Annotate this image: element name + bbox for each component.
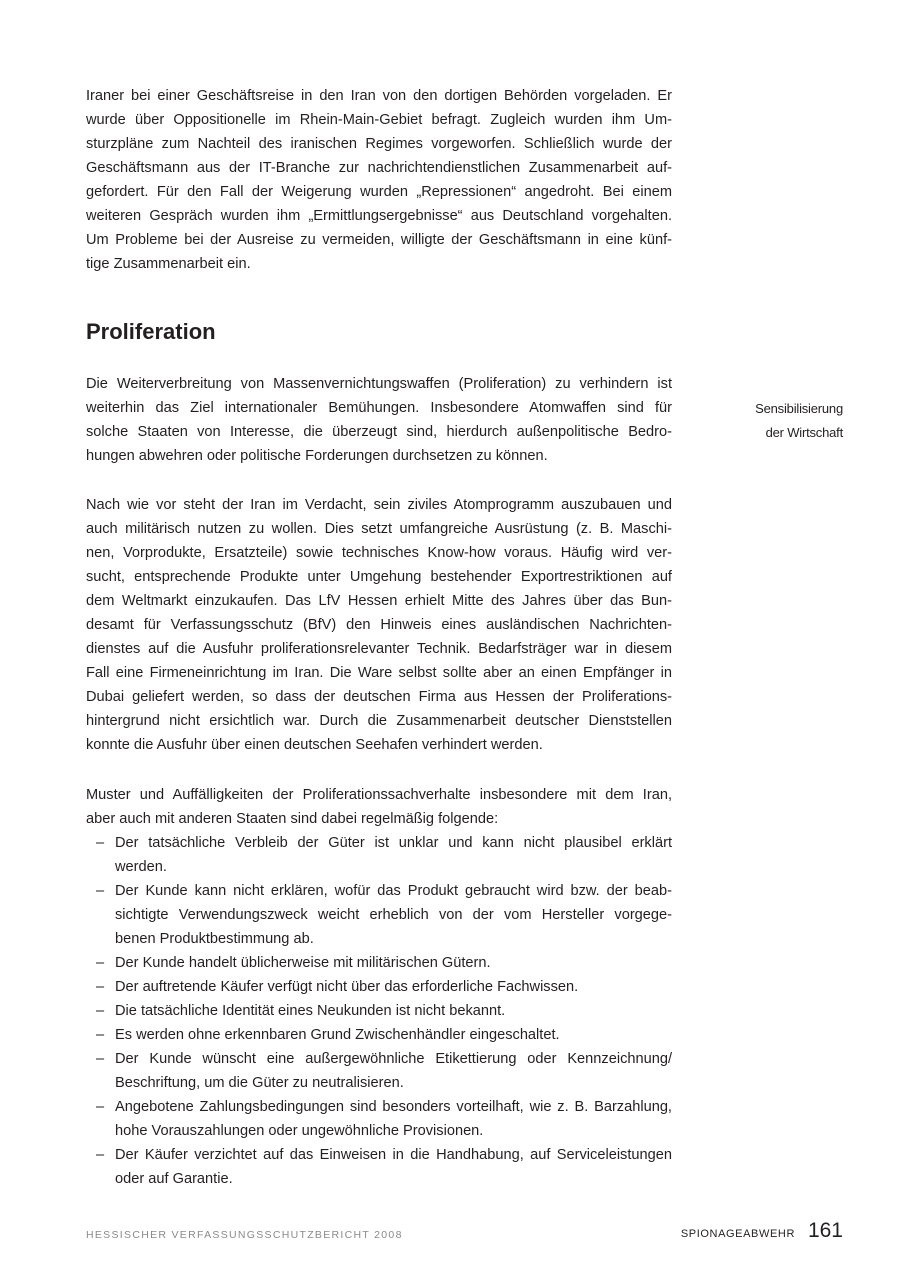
list-item — [86, 1143, 672, 1191]
list-item-line: Die tatsächliche Identität eines Neukunden ist nicht bekannt. — [115, 1003, 506, 1019]
list-item — [86, 1047, 672, 1095]
patterns-intro-paragraph — [86, 783, 672, 831]
list-item — [86, 1023, 672, 1047]
dash-bullet-icon: – — [96, 1099, 105, 1115]
text-line: hungen abwehren oder politische Forderungen durchsetzen zu können. — [86, 448, 548, 464]
list-item — [86, 831, 672, 879]
patterns-section — [86, 783, 672, 1191]
list-item-line: hohe Vorauszahlungen oder ungewöhnliche Provisionen. — [115, 1123, 484, 1139]
dash-bullet-icon: – — [96, 835, 105, 851]
list-item-line: benen Produktbestimmung ab. — [115, 931, 314, 947]
margin-note-line-1: Sensibilisierung — [755, 401, 843, 416]
list-item — [86, 975, 672, 999]
dash-bullet-icon: – — [96, 883, 105, 899]
list-item-line: Der Kunde wünscht eine außergewöhnliche Etikettierung oder Kennzeichnung/ — [115, 1051, 672, 1067]
text-line: dienstes auf die Ausfuhr proliferationsrelevanter Technik. Bedarfsträger war in diesem — [86, 641, 672, 657]
text-line: solche Staaten von Interesse, die überzeugt sind, hierdurch außenpolitische Bedro- — [86, 424, 672, 440]
text-line: Iraner bei einer Geschäftsreise in den Iran von den dortigen Behörden vorgeladen. Er — [86, 88, 672, 104]
dash-bullet-icon: – — [96, 1027, 105, 1043]
text-line: Geschäftsmann aus der IT-Branche zur nachrichtendienstlichen Zusammenarbeit auf- — [86, 160, 672, 176]
list-item-line: Der Kunde kann nicht erklären, wofür das Produkt gebraucht wird bzw. der beab- — [115, 883, 672, 899]
dash-bullet-icon: – — [96, 955, 105, 971]
text-line: weiterhin das Ziel internationaler Bemühungen. Insbesondere Atomwaffen sind für — [86, 400, 672, 416]
text-line: konnte die Ausfuhr über einen deutschen Seehafen verhindert werden. — [86, 737, 543, 753]
list-item-line: Es werden ohne erkennbaren Grund Zwischenhändler eingeschaltet. — [115, 1027, 560, 1043]
text-line: dem Weltmarkt einzukaufen. Das LfV Hessen erhielt Mitte des Jahres über das Bun- — [86, 593, 672, 609]
list-item-line: werden. — [115, 859, 167, 875]
proliferation-intro-paragraph — [86, 372, 672, 468]
list-item-line: Angebotene Zahlungsbedingungen sind besonders vorteilhaft, wie z. B. Barzahlung, — [115, 1099, 672, 1115]
text-line: tige Zusammenarbeit ein. — [86, 256, 251, 272]
list-item-line: sichtigte Verwendungszweck weicht erheblich von der vom Hersteller vorgege- — [115, 907, 672, 923]
text-line: hintergrund nicht ersichtlich war. Durch die Zusammenarbeit deutscher Dienststellen — [86, 713, 672, 729]
patterns-list — [86, 831, 672, 1191]
dash-bullet-icon: – — [96, 1147, 105, 1163]
list-item — [86, 1095, 672, 1143]
dash-bullet-icon: – — [96, 1003, 105, 1019]
dash-bullet-icon: – — [96, 979, 105, 995]
page-number: 161 — [807, 1219, 843, 1242]
text-line: wurde über Oppositionelle im Rhein-Main-Gebiet befragt. Zugleich wurden ihm Um- — [86, 112, 672, 128]
list-item — [86, 999, 672, 1023]
text-line: nen, Vorprodukte, Ersatzteile) sowie technisches Know-how voraus. Häufig wird ver- — [86, 545, 672, 561]
text-line: Die Weiterverbreitung von Massenvernichtungswaffen (Proliferation) zu verhindern ist — [86, 376, 672, 392]
margin-note-line-2: der Wirtschaft — [765, 425, 843, 440]
text-line: Muster und Auffälligkeiten der Proliferationssachverhalte insbesondere mit dem Iran, — [86, 787, 672, 803]
list-item-line: Der tatsächliche Verbleib der Güter ist unklar und kann nicht plausibel erklärt — [115, 835, 672, 851]
text-line: weiteren Gespräch wurden ihm „Ermittlungsergebnisse“ aus Deutschland vorgehalten. — [86, 208, 672, 224]
footer-section-name: SPIONAGEABWEHR — [680, 1228, 795, 1240]
text-line: Fall eine Firmeneinrichtung im Iran. Die Ware selbst sollte aber an einen Empfänger in — [86, 665, 672, 681]
text-line: desamt für Verfassungsschutz (BfV) den Hinweis eines ausländischen Nachrichten- — [86, 617, 672, 633]
iran-case-paragraph — [86, 493, 672, 757]
intro-paragraph — [86, 84, 672, 276]
margin-note — [755, 397, 843, 445]
text-line: gefordert. Für den Fall der Weigerung wurden „Repressionen“ angedroht. Bei einem — [86, 184, 672, 200]
text-line: sturzpläne zum Nachteil des iranischen Regimes vorgeworfen. Schließlich wurde der — [86, 136, 672, 152]
list-item-line: Der Käufer verzichtet auf das Einweisen in die Handhabung, auf Serviceleistungen — [115, 1147, 672, 1163]
text-line: Um Probleme bei der Ausreise zu vermeiden, willigte der Geschäftsmann in eine künf- — [86, 232, 672, 248]
list-item-line: Beschriftung, um die Güter zu neutralisieren. — [115, 1075, 404, 1091]
list-item — [86, 951, 672, 975]
list-item — [86, 879, 672, 951]
dash-bullet-icon: – — [96, 1051, 105, 1067]
text-line: aber auch mit anderen Staaten sind dabei regelmäßig folgende: — [86, 811, 499, 827]
list-item-line: Der Kunde handelt üblicherweise mit militärischen Gütern. — [115, 955, 491, 971]
text-line: auch militärisch nutzen zu wollen. Dies setzt umfangreiche Ausrüstung (z. B. Maschi- — [86, 521, 672, 537]
list-item-line: oder auf Garantie. — [115, 1171, 233, 1187]
text-line: Dubai geliefert werden, so dass der deutschen Firma aus Hessen der Proliferations- — [86, 689, 672, 705]
list-item-line: Der auftretende Käufer verfügt nicht über das erforderliche Fachwissen. — [115, 979, 579, 995]
text-line: sucht, entsprechende Produkte unter Umgehung bestehender Exportrestriktionen auf — [86, 569, 672, 585]
section-heading: Proliferation — [86, 319, 216, 344]
text-line: Nach wie vor steht der Iran im Verdacht, sein ziviles Atomprogramm auszubauen und — [86, 497, 672, 513]
footer-report-title: HESSISCHER VERFASSUNGSSCHUTZBERICHT 2008 — [86, 1229, 403, 1241]
